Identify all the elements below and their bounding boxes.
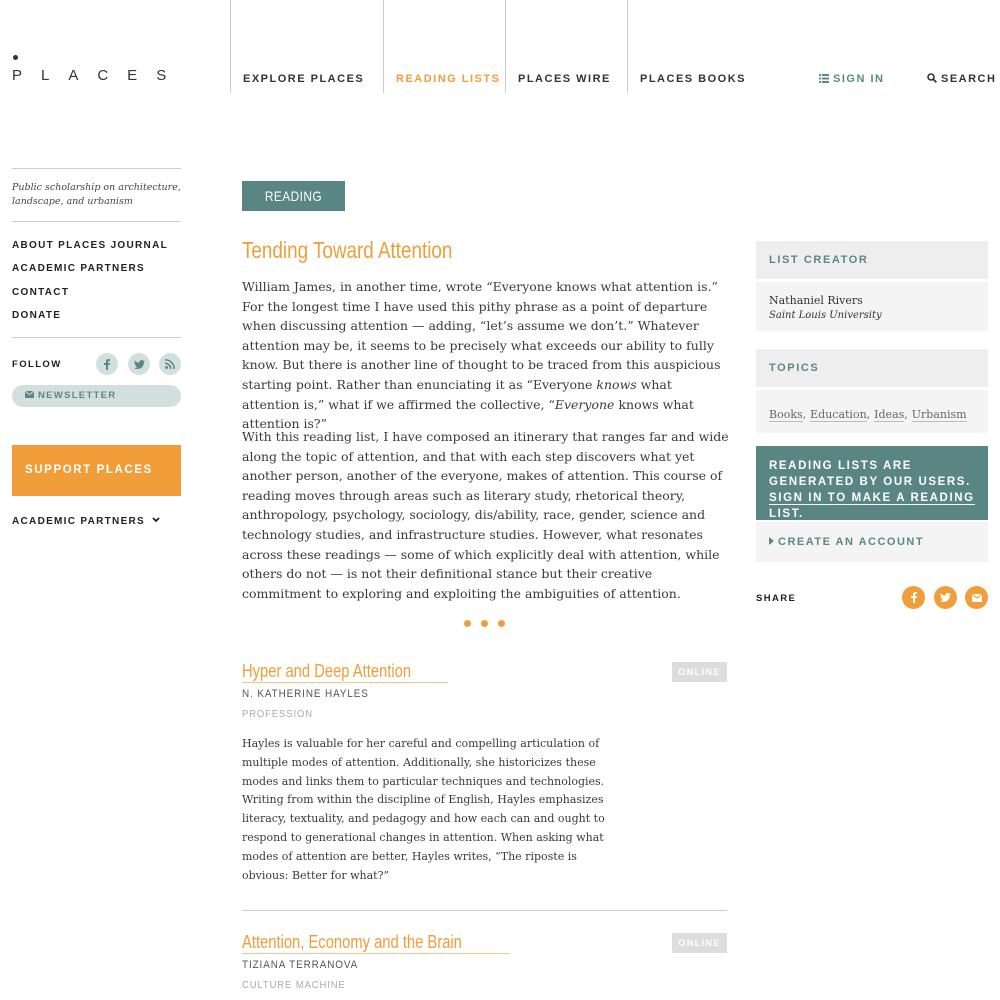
logo-wordmark: PLACES: [12, 67, 186, 84]
creator-affiliation: Saint Louis University: [769, 310, 882, 321]
sidebar-divider: [12, 337, 181, 338]
places-logo[interactable]: [12, 55, 185, 84]
topics-heading: TOPICS: [756, 349, 988, 387]
reading-list-badge: READING LIST: [242, 181, 345, 211]
nav-places-wire[interactable]: PLACES WIRE: [518, 73, 611, 85]
academic-partners-toggle[interactable]: [12, 515, 160, 527]
logo-dot: [13, 55, 18, 60]
sidebar-divider: [12, 168, 181, 169]
topics-body: Books, Education, Ideas, Urbanism: [756, 390, 988, 433]
share-email-icon[interactable]: [965, 586, 988, 609]
sidebar-link-donate[interactable]: DONATE: [12, 310, 62, 321]
nav-divider: [627, 0, 628, 93]
entry-publication: PROFESSION: [242, 708, 313, 720]
search-label: SEARCH: [941, 73, 997, 85]
generated-by-users-notice: READING LISTS ARE GENERATED BY OUR USERS. SIGN IN TO MAKE A READING LIST.: [756, 446, 988, 520]
newsletter-label: NEWSLETTER: [38, 390, 117, 401]
topic-link[interactable]: Books: [769, 408, 803, 421]
site-tagline: Public scholarship on architecture, landscape, and urbanism: [12, 182, 181, 207]
twitter-icon[interactable]: [128, 353, 150, 375]
entry-divider: [242, 910, 727, 911]
nav-divider: [505, 0, 506, 93]
intro-paragraph: William James, in another time, wrote “Everyone knows what attention is.” For the longest time I have used this pithy phrase as a point of departure when discussing attention — adding, “let’s assume we don’t.” Whatever attention may be, it seems to be precisely what exceeds our ability to fully know. But there is another line of thought to be traced from this auspicious starting point. Rather than enunciating it as “Everyone knows what attention is,” what if we affirmed the collective, “Everyone knows what attention is?”: [242, 279, 721, 432]
sign-in-label: SIGN IN: [833, 73, 885, 85]
nav-reading-lists[interactable]: READING LISTS: [396, 73, 501, 85]
entry-author: TIZIANA TERRANOVA: [242, 959, 359, 971]
list-creator-panel: [756, 241, 988, 331]
account-panel: [756, 446, 988, 562]
format-badge: ONLINE: [672, 662, 727, 682]
entry-publication: CULTURE MACHINE: [242, 979, 346, 991]
envelope-icon: [25, 385, 34, 407]
sign-in-to-make-list-link[interactable]: SIGN IN TO MAKE A READING LIST.: [769, 492, 975, 520]
format-badge: ONLINE: [672, 933, 727, 953]
search-link[interactable]: [927, 73, 996, 86]
body-paragraph: With this reading list, I have composed an itinerary that ranges far and wide along the topic of attention, and that with each step discovers what yet another person, another of the everyone, makes of attention. This course of reading moves through areas such as literary study, rhetorical theory, anthropology, psychology, sociology, dis/ability, race, gender, science and technology studies, and infrastructure studies. However, what resonates across these readings — some of which explicitly deal with attention, while others do not — is not their definitional stance but their creative commitment to exploring and exploiting the ambiguities of attention.: [242, 429, 729, 601]
list-creator-heading: LIST CREATOR: [756, 241, 988, 279]
sign-in-link[interactable]: [819, 73, 884, 86]
share-twitter-icon[interactable]: [934, 586, 957, 609]
entry-description: Hayles is valuable for her careful and compelling articulation of multiple modes of attention. Additionally, she historicizes these modes and links them to particular techniques and technologies. Writing from within the discipline of English, Hayles emphasizes literacy, textuality, and pedagogy and how each can and ought to respond to generational changes in attention. When asking what modes of attention are better, Hayles writes, “The riposte is obvious: Better for what?”: [242, 737, 605, 882]
newsletter-button[interactable]: [12, 385, 181, 407]
facebook-icon[interactable]: [96, 353, 118, 375]
sidebar-link-contact[interactable]: CONTACT: [12, 287, 70, 298]
caret-right-icon: [769, 522, 774, 562]
sidebar-link-about[interactable]: ABOUT PLACES JOURNAL: [12, 240, 169, 251]
sidebar-divider: [12, 221, 181, 222]
entry-author: N. KATHERINE HAYLES: [242, 688, 369, 700]
chevron-down-icon: [152, 515, 160, 526]
topic-link[interactable]: Urbanism: [911, 408, 967, 421]
nav-places-books[interactable]: PLACES BOOKS: [640, 73, 747, 85]
entry-title[interactable]: Attention, Economy and the Brain: [242, 931, 510, 954]
nav-explore-places[interactable]: EXPLORE PLACES: [243, 73, 365, 85]
topic-link[interactable]: Education: [810, 408, 867, 421]
nav-divider: [383, 0, 384, 93]
topics-panel: [756, 349, 988, 433]
section-divider-dots: [464, 620, 505, 627]
share-facebook-icon[interactable]: [902, 586, 925, 609]
search-icon: [927, 73, 937, 86]
list-icon: [819, 74, 829, 86]
support-places-button[interactable]: SUPPORT PLACES: [12, 445, 181, 496]
page-title: Tending Toward Attention: [242, 237, 453, 263]
entry-title[interactable]: Hyper and Deep Attention: [242, 660, 448, 683]
create-account-label: CREATE AN ACCOUNT: [778, 536, 925, 548]
create-account-link[interactable]: [756, 522, 988, 562]
nav-divider: [230, 0, 231, 93]
topic-link[interactable]: Ideas: [874, 408, 905, 421]
follow-label: FOLLOW: [12, 359, 62, 370]
sidebar-link-academic-partners[interactable]: ACADEMIC PARTNERS: [12, 263, 146, 274]
creator-name: Nathaniel Rivers: [769, 294, 863, 307]
rss-icon[interactable]: [159, 353, 181, 375]
academic-partners-label: ACADEMIC PARTNERS: [12, 516, 146, 527]
share-label: SHARE: [756, 593, 797, 604]
list-creator-body: [756, 282, 988, 331]
